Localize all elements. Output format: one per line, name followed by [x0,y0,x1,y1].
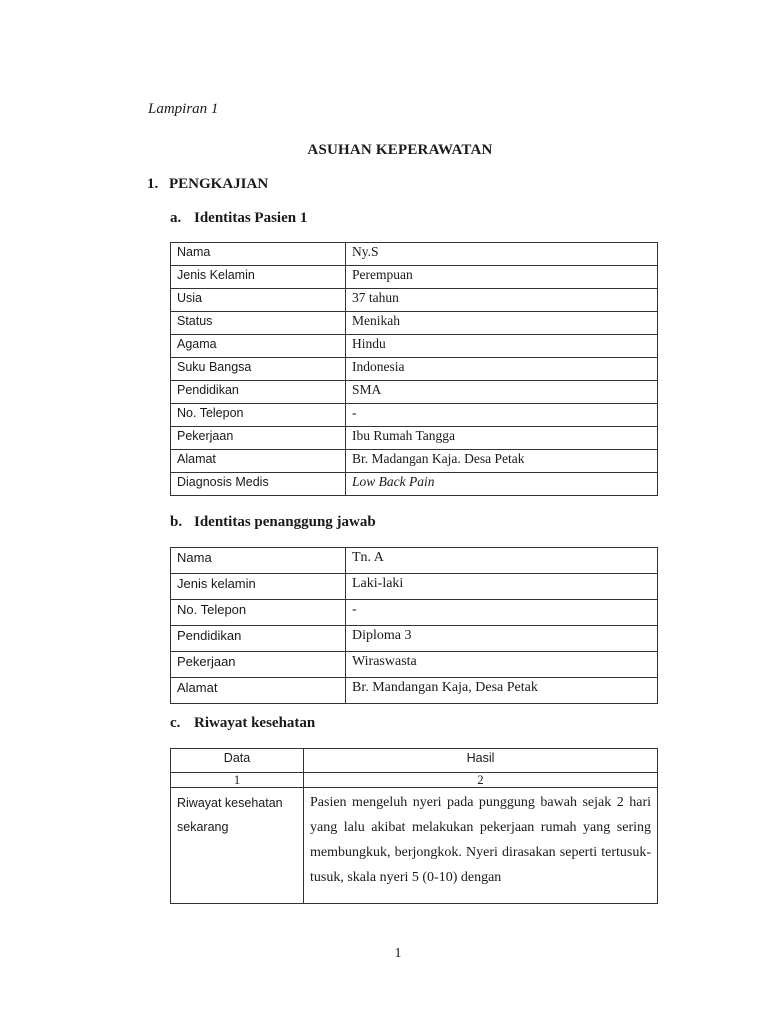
table-row [171,404,658,427]
table-row [171,788,658,904]
table-row [171,243,658,266]
table-row [171,266,658,289]
table-row [171,548,658,574]
column-number-1: 1 [171,773,304,788]
subsection-a-number: a. [170,210,182,226]
patient-value: SMA [346,381,658,404]
table-row [171,358,658,381]
guardian-label: Pekerjaan [171,652,346,678]
subsection-b-heading [170,514,376,531]
patient-label: Diagnosis Medis [171,473,346,496]
patient-label: Pekerjaan [171,427,346,450]
guardian-label: Nama [171,548,346,574]
section-title: PENGKAJIAN [169,176,269,192]
patient-value: 37 tahun [346,289,658,312]
subsection-b-number: b. [170,514,183,530]
patient-label: Usia [171,289,346,312]
table-row [171,600,658,626]
subsection-a-heading [170,210,307,227]
patient-identity-table [170,242,658,496]
table-row [171,652,658,678]
table-row [171,574,658,600]
patient-value: Ibu Rumah Tangga [346,427,658,450]
guardian-label: Jenis kelamin [171,574,346,600]
patient-value: Menikah [346,312,658,335]
guardian-identity-table [170,547,658,704]
patient-value: - [346,404,658,427]
patient-label: Agama [171,335,346,358]
guardian-label: Pendidikan [171,626,346,652]
subsection-a-title: Identitas Pasien 1 [194,210,308,226]
table-row [171,312,658,335]
subsection-c-title: Riwayat kesehatan [194,715,316,731]
patient-label: Suku Bangsa [171,358,346,381]
table-row [171,450,658,473]
patient-label: Jenis Kelamin [171,266,346,289]
column-number-2: 2 [304,773,658,788]
patient-label: Pendidikan [171,381,346,404]
history-row-label-line-2: sekarang [177,820,229,834]
table-row [171,289,658,312]
patient-value-diagnosis: Low Back Pain [346,473,658,496]
health-history-table [170,748,658,904]
section-number: 1. [147,176,159,192]
table-row [171,427,658,450]
table-row [171,335,658,358]
patient-value: Perempuan [346,266,658,289]
history-row-label-line-1: Riwayat kesehatan [177,796,283,810]
column-number-row [171,773,658,788]
table-row [171,381,658,404]
patient-value: Hindu [346,335,658,358]
document-title: ASUHAN KEPERAWATAN [307,142,493,158]
column-header-data: Data [171,749,304,773]
patient-label: Nama [171,243,346,266]
patient-value: Ny.S [346,243,658,266]
guardian-value: Tn. A [346,548,658,574]
guardian-label: No. Telepon [171,600,346,626]
subsection-b-title: Identitas penanggung jawab [194,514,376,530]
section-pengkajian-heading [147,176,268,193]
table-row [171,473,658,496]
guardian-value: - [346,600,658,626]
patient-label: No. Telepon [171,404,346,427]
patient-value: Indonesia [346,358,658,381]
subsection-c-heading [170,715,315,732]
guardian-value: Wiraswasta [346,652,658,678]
guardian-label: Alamat [171,678,346,704]
guardian-value: Br. Mandangan Kaja, Desa Petak [346,678,658,704]
subsection-c-number: c. [170,715,181,731]
table-row [171,678,658,704]
history-row-text: Pasien mengeluh nyeri pada punggung bawah sejak 2 hari yang lalu akibat melakukan pekerjaan rumah yang sering membungkuk, berjongkok. Nyeri dirasakan seperti tertusuk-tusuk, skala nyeri 5 (0-10) dengan [304,788,658,904]
page-number: 1 [394,946,402,961]
guardian-value: Laki-laki [346,574,658,600]
history-row-label [171,788,304,904]
table-header-row [171,749,658,773]
column-header-hasil: Hasil [304,749,658,773]
guardian-value: Diploma 3 [346,626,658,652]
table-row [171,626,658,652]
patient-value: Br. Madangan Kaja. Desa Petak [346,450,658,473]
patient-label: Status [171,312,346,335]
patient-label: Alamat [171,450,346,473]
lampiran-label: Lampiran 1 [148,101,219,117]
